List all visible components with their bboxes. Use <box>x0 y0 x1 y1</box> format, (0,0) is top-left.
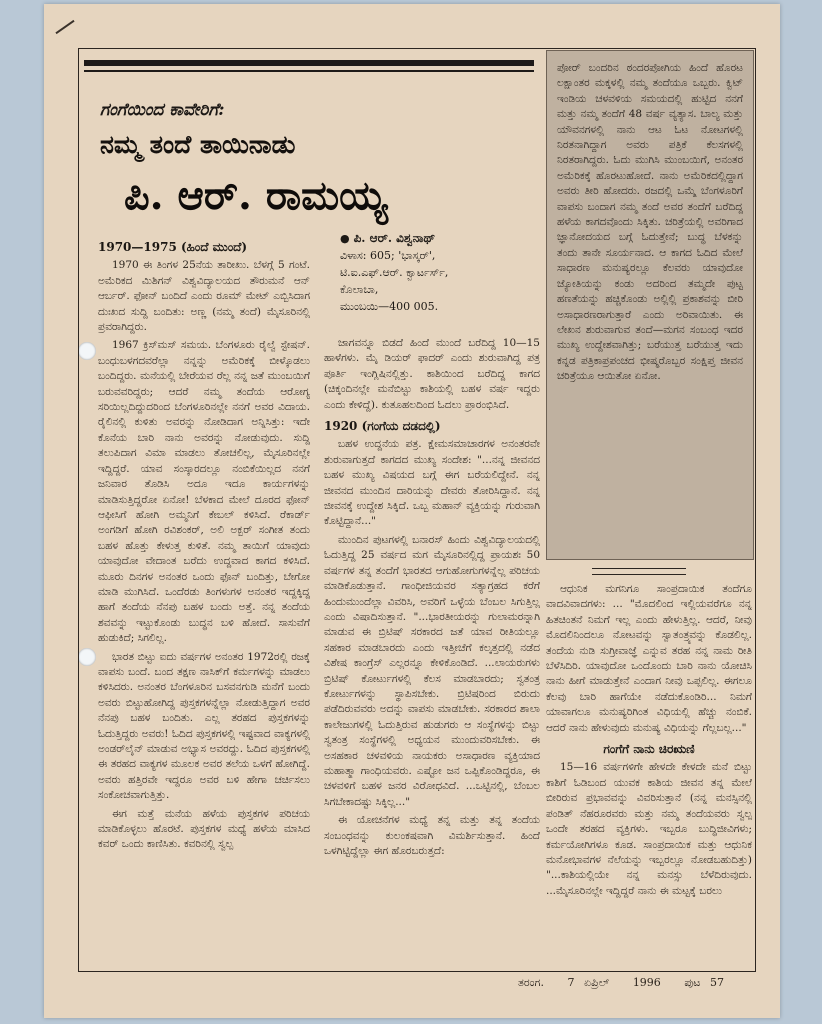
ink-mark <box>55 20 74 34</box>
byline-address-line: ವಿಳಾಸ: 605; 'ಭಾಸ್ಕರ್', <box>340 249 436 262</box>
paragraph: ಬಹಳ ಉದ್ದನೆಯ ಪತ್ರ. ಕ್ಷೇಮಸಮಾಚಾರಗಳ ಅನಂತರವೇ ಶುರುವಾಗುತ್ತದೆ ಕಾಗದದ ಮುಖ್ಯ ಸಂದೇಶ: "...ನನ್ನ ಜೀವನದ ಬಹಳ ಮುಖ್ಯ ವಿಷಯದ ಬಗ್ಗೆ ಈಗ ಬರೆಯಲಿದ್ದೇನೆ. ನನ್ನ ಜೀವನದ ಮುಂದಿನ ದಾರಿಯನ್ನು ದೇವರು ತೋರಿಸಿದ್ದಾನೆ. ನನ್ನ ಜೀವನಕ್ಕೆ ಉದ್ದೇಶ ಸಿಕ್ಕಿದೆ. ಒಬ್ಬ ಮಹಾನ್ ವ್ಯಕ್ತಿಯನ್ನು ಗುರುವಾಗಿ ಕೊಟ್ಟಿದ್ದಾನೆ..." <box>324 438 540 528</box>
paragraph: ಪೋರ್ ಬಂದರಿನ ಠಂದರಪೋಗಿಯ ಹಿಂದೆ ಹೊರಟ ಲಕ್ಷಾಂತರ ಮಕ್ಕಳಲ್ಲಿ ನಮ್ಮ ತಂದೆಯೂ ಒಬ್ಬರು. ಕ್ವಿಟ್ ಇಂಡಿಯ ಚಳವಳಿಯ ಸಮಯದಲ್ಲಿ ಹುಟ್ಟಿದ ನನಗೆ ಮತ್ತು ನಮ್ಮ ತಂದೆಗೆ 48 ವರ್ಷ ವ್ಯತ್ಯಾಸ. ಬಾಲ್ಯ ಮತ್ತು ಯೌವನಗಳಲ್ಲಿ ನಾನು ಆಟ ಓಟ ನೋಟಗಳಲ್ಲಿ ನಿರತನಾಗಿದ್ದಾಗ ಅವರು ಪತ್ರಿಕೆ ಕೆಲಸಗಳಲ್ಲಿ ನಿರತರಾಗಿದ್ದರು. ಓದು ಮುಗಿಸಿ ಮುಂಬಯಿಗೆ, ಅನಂತರ ಅಮೆರಿಕಕ್ಕೆ ಹೊರಟುಹೋದೆ. ನಾನು ಅಮೆರಿಕದಲ್ಲಿದ್ದಾಗ ಅವರು ತೀರಿ ಹೋದರು. ರಜದಲ್ಲಿ ಒಮ್ಮೆ ಬೆಂಗಳೂರಿಗೆ ವಾಪಸು ಬಂದಾಗ ನಮ್ಮ ತಂದೆ ಅವರ ತಂದೆಗೆ ಬರೆದಿದ್ದ ಹಳೆಯ ಕಾಗದವೊಂದು ಸಿಕ್ಕಿತು. ಚರಿತ್ರೆಯಲ್ಲಿ ಅವರಿಗಾದ ಜ್ಞಾನೋದಯದ ಬಗ್ಗೆ ಓದುತ್ತೇನೆ; ಬುದ್ಧ ಬೆಳಕನ್ನು ತಂದು ತಾನೇ ಸೂರ್ಯನಾದ. ಆ ಕಾಗದ ಓದಿದ ಮೇಲೆ ಸಾಧಾರಣ ಮನುಷ್ಯರಲ್ಲೂ ಕೆಲವರು ಯಾವುದೋ ಜ್ಯೋತಿಯನ್ನು ಕಂಡು ಅದರಿಂದ ತಮ್ಮದೇ ಪುಟ್ಟ ಹಣತೆಯನ್ನು ಹಚ್ಚಿಕೊಂಡು ಅಲ್ಲಿಲ್ಲಿ ಪ್ರಕಾಶವನ್ನು ಬೀರಿ ಅಸಾಧಾರಣರಾಗುತ್ತಾರೆ ಎಂದು ಅರಿವಾಯಿತು. ಈ ಲೇಖನ ಶುರುವಾಗುವ ತಂದೆ—ಮಗನ ಸಂಬಂಧ ಇದರ ಮುಖ್ಯ ಉದ್ದೇಶವಾಗಿತ್ತು; ಬರೆಯುತ್ತ ಬರೆಯುತ್ತ ಇದು ಕನ್ನಡ ಪತ್ರಿಕಾಪ್ರಪಂಚದ ಭೀಷ್ಮರೊಬ್ಬರ ಸಂಕ್ಷಿಪ್ತ ಜೀವನ ಚರಿತ್ರೆಯೂ ಆಯಿತೋ ಏನೋ. <box>557 62 743 383</box>
byline-address-line: ಕೊಲಾಬಾ, <box>340 283 379 296</box>
bullet-icon: ● <box>340 232 350 245</box>
article-heading <box>100 100 540 219</box>
header-rule-thick <box>84 60 534 66</box>
article-subject: ಪಿ. ಆರ್. ರಾಮಯ್ಯ <box>124 172 388 219</box>
header-rule-thin <box>84 70 534 72</box>
magazine-page <box>44 4 780 1018</box>
column-divider <box>592 568 686 575</box>
paragraph: ಈಗ ಮತ್ತೆ ಮನೆಯ ಹಳೆಯ ಪುಸ್ತಕಗಳ ಪರಿಚಯ ಮಾಡಿಕೊಳ್ಳಲು ಹೊರಟೆ. ಪುಸ್ತಕಗಳ ಮಧ್ಯೆ ಹಳೆಯ ಮಾಸಿದ ಕವರ್ ಒಂದು ಕಾಣಿಸಿತು. ಕವರಿನಲ್ಲಿ ಸ್ವಲ್ಪ <box>98 807 310 851</box>
paragraph: ಮುಂದಿನ ಪುಟಗಳಲ್ಲಿ ಬನಾರಸ್ ಹಿಂದು ವಿಶ್ವವಿದ್ಯಾಲಯದಲ್ಲಿ ಓದುತ್ತಿದ್ದ 25 ವರ್ಷದ ಮಗ ಮೈಸೂರಿನಲ್ಲಿದ್ದ ಪ್ರಾಯಶಃ 50 ವರ್ಷಗಳ ತನ್ನ ತಂದೆಗೆ ಭಾರತದ ಆಗುಹೋಗುಗಳನ್ನೆಲ್ಲ ಪರಿಚಯ ಮಾಡಿಕೊಡುತ್ತಾನೆ. ಗಾಂಧೀಜಿಯವರ ಸತ್ಯಾಗ್ರಹದ ಕರೆಗೆ ಹಿಂದುಮುಂದೆಲ್ಲಾ ವಿವರಿಸಿ, ಅವರಿಗೆ ಒಳ್ಳೆಯ ಬೆಂಬಲ ಸಿಗುತ್ತಿಲ್ಲ ಎಂದು ವಿಷಾದಿಸುತ್ತಾನೆ. "...ಭಾರತೀಯರನ್ನು ಗುಲಾಮರನ್ನಾಗಿ ಮಾಡುವ ಈ ಬ್ರಿಟಿಷ್ ಸರಕಾರದ ಜತೆ ಯಾವ ರೀತಿಯಲ್ಲೂ ಸಹಕಾರ ಮಾಡಬಾರದು ಎಂದು ಇತ್ತೀಚೆಗೆ ಕಲ್ಕತ್ತದಲ್ಲಿ ನಡೆದ ವಿಶೇಷ ಕಾಂಗ್ರೆಸ್ ಎಲ್ಲರನ್ನೂ ಕೇಳಿಕೊಂಡಿದೆ. ...ಲಾಯರುಗಳು ಬ್ರಿಟಿಷ್ ಕೋರ್ಟುಗಳಲ್ಲಿ ಕೆಲಸ ಮಾಡಬಾರದು; ಸ್ವತಂತ್ರ ಕೋರ್ಟುಗಳನ್ನು ಸ್ಥಾಪಿಸಬೇಕು. ಬ್ರಿಟಿಷರಿಂದ ಬಿರುದು ಪಡೆದಿರುವವರು ಅದನ್ನು ವಾಪಸು ಮಾಡಬೇಕು. ಸರಕಾರದ ಶಾಲಾ ಕಾಲೇಜುಗಳಲ್ಲಿ ಓದುತ್ತಿರುವ ಹುಡುಗರು ಆ ಸಂಸ್ಥೆಗಳನ್ನು ಬಿಟ್ಟು ಸ್ವತಂತ್ರ ಸಂಸ್ಥೆಗಳಲ್ಲಿ ಅಧ್ಯಯನ ಮುಂದುವರಿಸಬೇಕು. ಈ ಅಸಹಕಾರ ಚಳವಳಿಯ ನಾಯಕರು ಅಸಾಧಾರಣ ವ್ಯಕ್ತಿಯಾದ ಮಹಾತ್ಮಾ ಗಾಂಧಿಯವರು. ಎಷ್ಟೋ ಜನ ಒಪ್ಪಿಕೊಂಡಿದ್ದರೂ, ಈ ಚಳವಳಿಗೆ ಬಹಳ ಜನರ ವಿರೋಧವಿದೆ. ...ಒಟ್ಟಿನಲ್ಲಿ, ಬೆಂಬಲ ಸಿಗಬೇಕಾದಷ್ಟು ಸಿಕ್ಕಿಲ್ಲ..." <box>324 533 540 808</box>
page-footer <box>518 976 738 990</box>
footer-date: 7 ಏಪ್ರಿಲ್ <box>567 976 610 989</box>
column-2 <box>324 336 540 964</box>
footer-page: ಪುಟ 57 <box>684 976 724 989</box>
article-title: ನಮ್ಮ ತಂದೆ ತಾಯಿನಾಡು <box>100 130 296 159</box>
paragraph: 1967 ಕ್ರಿಸ್‌ಮಸ್ ಸಮಯ. ಬೆಂಗಳೂರು ರೈಲ್ವೆ ಸ್ಟೇಷನ್. ಬಂಧುಬಳಗದವರೆಲ್ಲಾ ನನ್ನನ್ನು ಅಮೆರಿಕಕ್ಕೆ ಬೀಳ್ಕೊಡಲು ಬಂದಿದ್ದರು. ಮನೆಯಲ್ಲಿ ಬೇರೆಯವ ರೆಲ್ಲ ನನ್ನ ಜತೆ ಮುಂಬಯಿಗೆ ಬರುವವರಿದ್ದರು; ಆದರೆ ನಮ್ಮ ತಂದೆಯ ಆರೋಗ್ಯ ಸರಿಯಿಲ್ಲದಿದ್ದುದರಿಂದ ಬೆಂಗಳೂರಿನಲ್ಲೇ ನನಗೆ ಅವರ ವಿದಾಯ. ರೈಲಿನಲ್ಲಿ ಕುಳಿತು ಅವರನ್ನು ನೋಡಿದಾಗ ಅನ್ನಿಸಿತ್ತು: ಇದೇ ಕೊನೆಯ ಬಾರಿ ನಾನು ಅವರನ್ನು ನೋಡುವುದು. ಸುದ್ದಿ ತಲುಪಿದಾಗ ವಿಮಾ ಮಾಡಲು ತೋಚಲಿಲ್ಲ, ಮೈಸೂರಿನಲ್ಲೇ ಇದ್ದಿದ್ದರೆ. ಯಾವ ಸಂಸ್ಕಾರದಲ್ಲೂ ನಂಬಿಕೆಯಿಲ್ಲದ ನನಗೆ ಜನಿವಾರ ತೊಡಿಸಿ ಅದೂ ಇದೂ ಕಾರ್ಯಗಳನ್ನು ಮಾಡಿಸುತ್ತಿದ್ದರೋ ಏನೋ! ಬೆಳಕಾದ ಮೇಲೆ ದೂರದ ಫೋನ್ ಆಫೀಸಿಗೆ ಹೋಗಿ ಅಮ್ಮನಿಗೆ ಕೇಬಲ್ ಕಳಿಸಿದೆ. ರೆಕಾರ್ಡ್ ಅಂಗಡಿಗೆ ಹೋಗಿ ರವಿಶಂಕರ್, ಅಲಿ ಅಕ್ಬರ್ ಸಂಗೀತ ತಂದು ಬಹಳ ಹೊತ್ತು ಕೇಳುತ್ತ ಕುಳಿತೆ. ನಮ್ಮ ತಾಯಿಗೆ ಯಾವುದು ಯಾವುದೋ ವೇದಾಂತ ಬರೆದು ಉದ್ದವಾದ ಕಾಗದ ಕಳಿಸಿದೆ. ಮೂರು ದಿನಗಳ ಅನಂತರ ಒಂದು ಫೊನ್ ಬಂದಿತ್ತು, ಬೇಗೋ ಮಾಡಿ ಮುಗಿಸಿದೆ. ಒಂದೆರಡು ತಿಂಗಳುಗಳ ಅನಂತರ ಇದ್ದಕ್ಕಿದ್ದ ಹಾಗೆ ತಂದೆಯ ನೆನಪು ಬಹಳ ಬಂದು ಅತ್ತೆ. ನನ್ನ ತಂದೆಯ ಶವವನ್ನು ಇಟ್ಟುಕೊಂಡು ಬುದ್ಧನ ಬಳಿ ಹೋದೆ. ಸಾಸುವೆಗೆ ಹುಡುಕಿದೆ; ಸಿಗಲಿಲ್ಲ. <box>98 339 310 645</box>
paragraph: 15—16 ವರ್ಷಗಳಿಗೇ ಹೇಳದೇ ಕೇಳದೇ ಮನೆ ಬಿಟ್ಟು ಕಾಶಿಗೆ ಓಡಿಬಂದ ಯುವಕ ಕಾಶಿಯ ಜೀವನ ತನ್ನ ಮೇಲೆ ಬೀರಿರುವ ಪ್ರಭಾವವನ್ನು ವಿವರಿಸುತ್ತಾನೆ (ನನ್ನ ಮನಸ್ಸಿನಲ್ಲಿ ಪಂಡಿತ್ ನೆಹರೂರವರು ಮತ್ತು ನಮ್ಮ ತಂದೆಯವರು ಸ್ವಲ್ಪ ಒಂದೇ ತರಹದ ವ್ಯಕ್ತಿಗಳು. ಇಬ್ಬರೂ ಬುದ್ಧಿಜೀವಿಗಳು; ಕರ್ಮಯೋಗಿಗಳೂ ಕೂಡ. ಸಾಂಪ್ರದಾಯಿಕ ಮತ್ತು ಆಧುನಿಕ ಮನೋಭಾವಗಳ ನೆಲೆಯನ್ನು ಇಬ್ಬರಲ್ಲೂ ನೋಡಬಹುದಿತ್ತು) "...ಕಾಶಿಯಲ್ಲಿಯೇ ನನ್ನ ಮನಸ್ಸು ಬೆಳೆದಿರುವುದು. ...ಮೈಸೂರಿನಲ್ಲೇ ಇದ್ದಿದ್ದರೆ ನಾನು ಈ ಮಟ್ಟಕ್ಕೆ ಬರಲು <box>546 761 752 897</box>
intro-box-text <box>557 61 743 388</box>
section-heading: ಗಂಗೆಗೆ ನಾನು ಚಿರಋಣಿ <box>603 742 695 757</box>
paragraph: ಜಾಗವನ್ನೂ ಬಿಡದೆ ಹಿಂದೆ ಮುಂದೆ ಬರೆದಿದ್ದ 10—15 ಹಾಳೆಗಳು. ಮೈ ಡಿಯರ್ ಫಾದರ್ ಎಂದು ಶುರುವಾಗಿದ್ದ ಪತ್ರ ಪೂರ್ತಿ ಇಂಗ್ಲಿಷಿನಲ್ಲಿತ್ತು. ಕಾಶಿಯಿಂದ ಬರೆದಿದ್ದ ಕಾಗದ (ಚಿಕ್ಕಂದಿನಲ್ಲೇ ಮನೆಬಿಟ್ಟು ಕಾಶಿಯಲ್ಲಿ ಬಹಳ ವರ್ಷ ಇದ್ದರು ಎಂದು ಕೇಳಿದ್ದೆ). ಕುತೂಹಲದಿಂದ ಓದಲು ಪ್ರಾರಂಭಿಸಿದೆ. <box>324 337 540 411</box>
footer-magazine: ತರಂಗ. <box>518 976 544 989</box>
paragraph: ಆಧುನಿಕ ಮಗನಿಗೂ ಸಾಂಪ್ರದಾಯಿಕ ತಂದೆಗೂ ವಾದವಿವಾದಗಳು: ... "ಮೊದಲಿಂದ ಇಲ್ಲಿಯವರೆಗೂ ನನ್ನ ಹಿತಚಿಂತನೆ ನಿಮಗೆ ಇಲ್ಲ ಎಂದು ಹೇಳುತ್ತಿಲ್ಲ. ಆದರೆ, ನೀವು ಮೊದಲಿನಿಂದಲೂ ನೋಟವನ್ನು ಸ್ವಾತಂತ್ರ್ಯವನ್ನು ಕೊಡಲಿಲ್ಲ. ತಂದೆಯ ನುಡಿ ಸುಗ್ರೀವಾಜ್ಞೆ ಎನ್ನುವ ತರಹ ನನ್ನ ನಾಮ ರೀತಿ ಬೆಳೆಸಿದಿರಿ. ಯಾವುದೋ ಒಂದೊಂದು ಬಾರಿ ನಾನು ಯೋಚಿಸಿ ನಾನು ಹೀಗೆ ಮಾಡುತ್ತೇನೆ ಎಂದಾಗ ನೀವು ಒಪ್ಪಲಿಲ್ಲ. ಈಗಲೂ ಕೆಲವು ಬಾರಿ ಹಾಗೆಯೇ ನಡೆದುಕೊಂಡಿರಿ... ನಿಮಗೆ ಯಾವಾಗಲೂ ಮನುಷ್ಯರಿಗಿಂತ ವಿಧಿಯಲ್ಲಿ ಹೆಚ್ಚು ನಂಬಿಕೆ. ಆದರೆ ನಾನು ಹೇಳುವುದು ಮನುಷ್ಯ ವಿಧಿಯನ್ನು ಗೆಲ್ಲಬಲ್ಲ..." <box>546 583 752 734</box>
section-heading: 1920 (ಗಂಗೆಯ ದಡದಲ್ಲಿ) <box>324 419 441 434</box>
footer-year: 1996 <box>632 976 661 989</box>
paragraph: ಭಾರತ ಬಿಟ್ಟು ಐದು ವರ್ಷಗಳ ಅನಂತರ 1972ರಲ್ಲಿ ರಜಕ್ಕೆ ವಾಪಸು ಬಂದೆ. ಬಂದ ತಕ್ಷಣ ನಾಸಿಕ್‌ಗೆ ಕರ್ಮಗಳನ್ನು ಮಾಡಲು ಕಳಿಸಿದರು. ಅನಂತರ ಬೆಂಗಳೂರಿನ ಬಸವನಗುಡಿ ಮನೆಗೆ ಬಂದು ಅವರು ಬಿಟ್ಟುಹೋಗಿದ್ದ ಪುಸ್ತಕಗಳನ್ನೆಲ್ಲಾ ನೋಡುತ್ತಿದ್ದಾಗ ಅವರ ನೆನಪು ಬಹಳ ಬಂದಿತು. ಎಲ್ಲ ತರಹದ ಪುಸ್ತಕಗಳನ್ನು ಓದುತ್ತಿದ್ದರು ಅವರು! ಓದಿದ ಪುಸ್ತಕಗಳಲ್ಲಿ ಇಷ್ಟವಾದ ವಾಕ್ಯಗಳಲ್ಲಿ ಅಂಡರ್‌ಲೈನ್ ಮಾಡುವ ಅಭ್ಯಾಸ ಅವರದ್ದು. ಓದಿದ ಪುಸ್ತಕಗಳಲ್ಲಿ ಈ ತರಹದ ವಾಕ್ಯಗಳ ಮೂಲಕ ಅವರ ತಲೆಯ ಒಳಗೆ ಹೋಗಿದ್ದೆ. ಅವರು ಹತ್ತಿರವೇ ಇದ್ದರೂ ಅವರ ಬಳಿ ಹೇಗಾ ಚರ್ಚಿಸಲು ಸಂಕೋಚವಾಗುತ್ತಿತ್ತು. <box>98 650 310 802</box>
intro-box <box>546 50 754 560</box>
column-1 <box>98 240 310 964</box>
column-3 <box>546 582 752 964</box>
paragraph: ಈ ಯೋಚನೆಗಳ ಮಧ್ಯೆ ತನ್ನ ಮತ್ತು ತನ್ನ ತಂದೆಯ ಸಂಬಂಧವನ್ನು ಕುಲಂಕಷವಾಗಿ ವಿಮರ್ಶಿಸುತ್ತಾನೆ. ಹಿಂದೆ ಒಳಗಿಟ್ಟಿದ್ದೆಲ್ಲಾ ಈಗ ಹೊರಬರುತ್ತದೆ: <box>324 814 540 857</box>
paragraph: 1970 ಈ ತಿಂಗಳ 25ನೆಯ ತಾರೀಖು. ಬೆಳಗ್ಗೆ 5 ಗಂಟೆ. ಅಮೆರಿಕದ ಮಿಶಿಗನ್ ವಿಶ್ವವಿದ್ಯಾಲಯದ ತೌರುಮನೆ ಆನ್ ಆರ್ಬರ್. ಫೋನ್ ಬಂದಿದೆ ಎಂದು ರೂಮ್ ಮೇಟ್ ಎಬ್ಬಿಸಿದಾಗ ದುಃಖದ ಸುದ್ದಿ ಬಂದಿತು: ಅಣ್ಣ (ನಮ್ಮ ತಂದೆ) ಮೈಸೂರಿನಲ್ಲಿ ಪ್ರವರಾಗಿದ್ದರು. <box>98 259 310 334</box>
byline-address-line: ಟಿ.ಐ.ಎಫ್.ಆರ್. ಕ್ವಾರ್ಟರ್ಸ್, <box>340 266 449 279</box>
article-kicker: ಗಂಗೆಯಿಂದ ಕಾವೇರಿಗೆ: <box>100 100 225 120</box>
byline <box>340 230 540 315</box>
section-heading: 1970—1975 (ಹಿಂದೆ ಮುಂದೆ) <box>98 240 248 254</box>
byline-author: ಪಿ. ಆರ್. ವಿಶ್ವನಾಥ್ <box>353 231 436 245</box>
byline-address-line: ಮುಂಬಯಿ—400 005. <box>340 300 439 313</box>
